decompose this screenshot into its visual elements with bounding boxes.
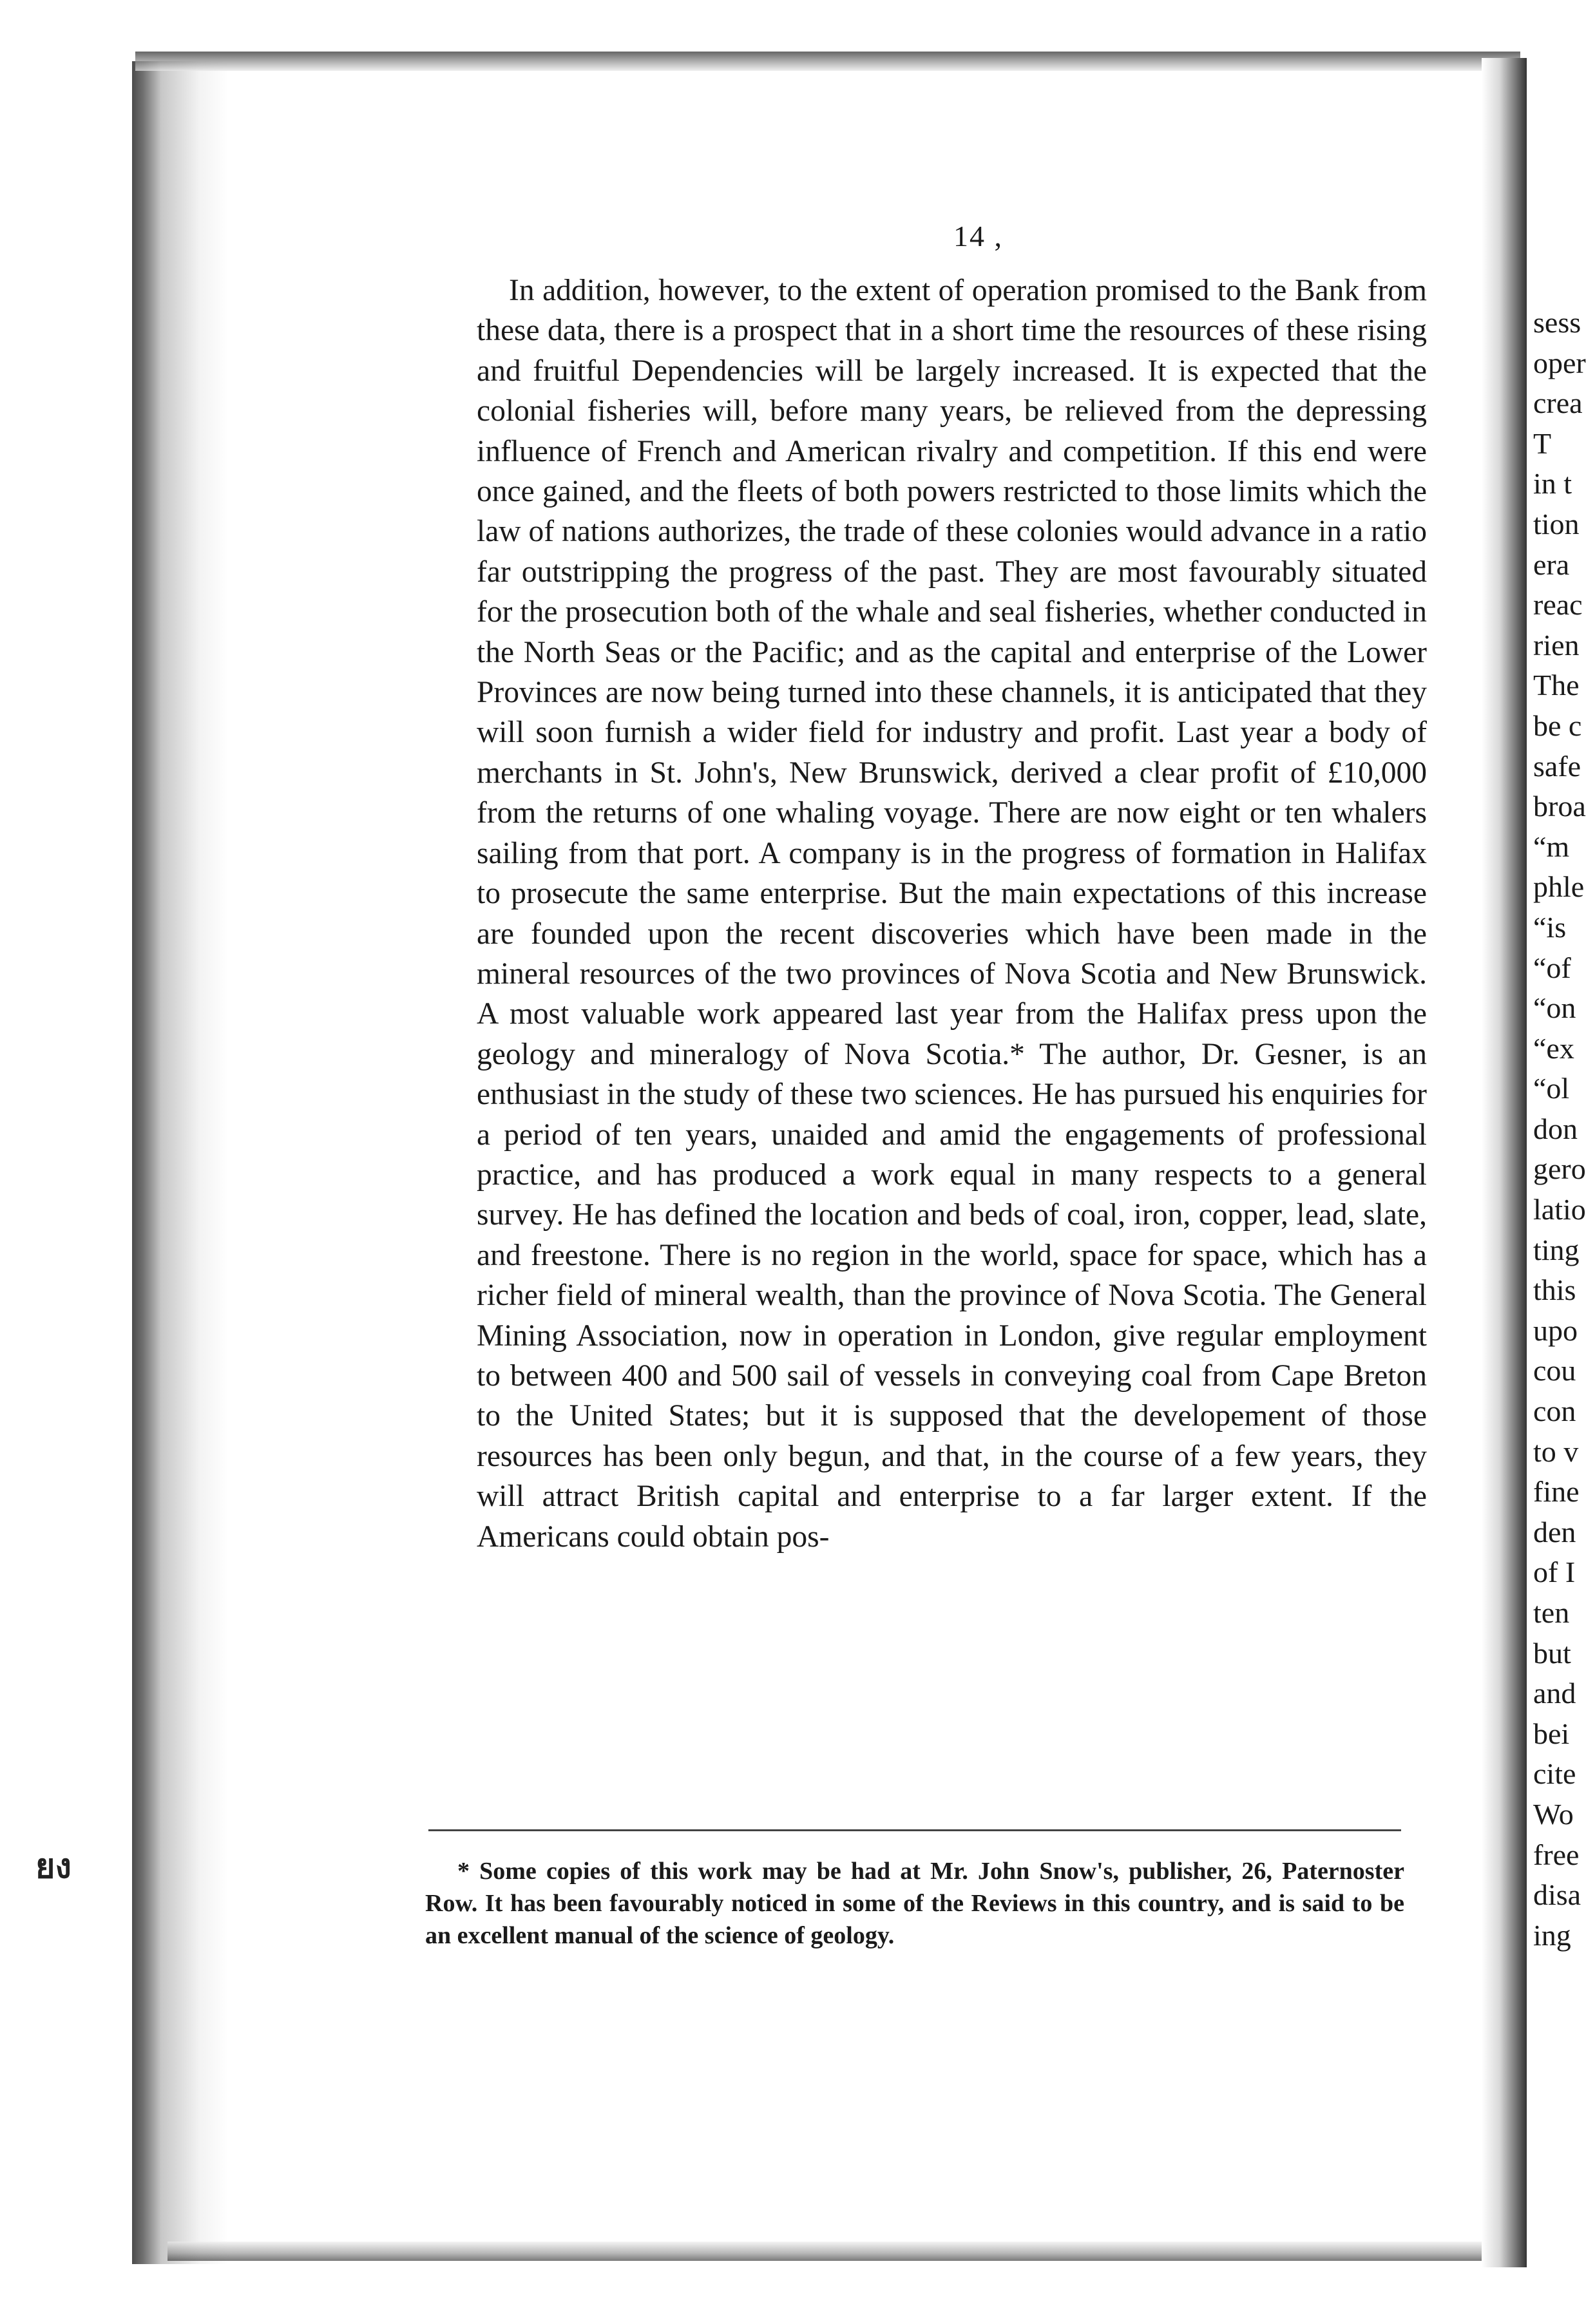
facing-page-line: safe xyxy=(1533,749,1581,783)
facing-page-line: and xyxy=(1533,1677,1576,1710)
facing-page-line: be c xyxy=(1533,709,1582,742)
facing-page-line: “ol xyxy=(1533,1072,1570,1105)
book-edge-top xyxy=(135,52,1520,71)
book-edge-left xyxy=(132,61,229,2264)
facing-page-line: latio xyxy=(1533,1193,1586,1226)
facing-page-line: ten xyxy=(1533,1596,1570,1629)
facing-page-line: to v xyxy=(1533,1434,1579,1468)
facing-page-line: in t xyxy=(1533,467,1572,500)
page-gutter xyxy=(1482,58,1527,2267)
facing-page-line: broa xyxy=(1533,790,1586,823)
facing-page-line: crea xyxy=(1533,386,1583,420)
stray-scan-mark: ยง xyxy=(35,1849,72,1885)
body-paragraph: In addition, however, to the extent of operation promised to the Bank from these data, there is a prospect that in a short time the resources of these rising and fruitful Dependencies will be largely increased. It is expected that the colonial fisheries will, before many years, be relieved from the depressing influence of French and American rivalry and competition. If this end were once gained, and the fleets of both powers restricted to those limits which the law of nations authorizes, the trade of these colonies would advance in a ratio far outstripping the progress of the past. They are most favourably situated for the prosecution both of the whale and seal fisheries, whether conducted in the North Seas or the Pacific; and as the capital and enterprise of the Lower Provinces are now being turned into these channels, it is anticipated that they will soon furnish a wider field for industry and profit. Last year a body of merchants in St. John's, New Brunswick, derived a clear profit of £10,000 from the returns of one whaling voyage. There are now eight or ten whalers sailing from that port. A company is in the progress of formation in Halifax to prosecute the same enterprise. But the main expectations of this increase are founded upon the recent discoveries which have been made in the mineral resources of the two provinces of Nova Scotia and New Brunswick. A most valuable work appeared last year from the Halifax press upon the geology and mineralogy of Nova Scotia.* The author, Dr. Gesner, is an enthusiast in the study of these two sciences. He has pursued his enquiries for a period of ten years, unaided and amid the engagements of professional practice, and has produced a work equal in many respects to a general survey. He has defined the location and beds of coal, iron, copper, lead, slate, and freestone. There is no region in the world, space for space, which has a richer field of mineral wealth, than the province of Nova Scotia. The General Mining Association, now in operation in London, give regular employment to between 400 and 500 sail of vessels in conveying coal from Cape Breton to the United States; but it is supposed that the developement of those resources has been only begun, and that, in the course of a few years, they will attract British capital and enterprise to a far larger extent. If the Americans could obtain pos- xyxy=(477,274,1427,1554)
facing-page-line: free xyxy=(1533,1838,1580,1871)
facing-page-line: reac xyxy=(1533,588,1583,622)
facing-page-line: bei xyxy=(1533,1717,1570,1750)
facing-page-line: rien xyxy=(1533,628,1580,662)
book-edge-bottom xyxy=(167,2242,1520,2261)
facing-page-line: “ex xyxy=(1533,1031,1574,1065)
facing-page-line: upo xyxy=(1533,1313,1578,1347)
facing-page-line: cou xyxy=(1533,1354,1576,1387)
facing-page-line: den xyxy=(1533,1515,1576,1548)
facing-page-line: phle xyxy=(1533,870,1585,904)
footnote: * Some copies of this work may be had at Mr. John Snow's, publisher, 26, Paternoster Row. It has been favourably noticed in some of the Reviews in this country, and is said to be an excellent manual of the science of geology. xyxy=(425,1858,1404,1949)
facing-page-line: “is xyxy=(1533,910,1567,944)
facing-page-line: “of xyxy=(1533,951,1571,984)
page-number: 14 , xyxy=(953,220,1003,252)
facing-page-line: but xyxy=(1533,1636,1571,1670)
facing-page-line: fine xyxy=(1533,1475,1580,1509)
facing-page-line: The xyxy=(1533,669,1580,702)
facing-page-line: “on xyxy=(1533,991,1576,1025)
facing-page-line: T xyxy=(1533,426,1552,460)
facing-page-line: tion xyxy=(1533,507,1580,540)
facing-page-line: of I xyxy=(1533,1556,1576,1589)
facing-page-line: era xyxy=(1533,548,1570,581)
facing-page-line: disa xyxy=(1533,1878,1581,1912)
facing-page-fragment xyxy=(1533,303,1586,1956)
facing-page-line: cite xyxy=(1533,1757,1576,1791)
facing-page-line: don xyxy=(1533,1112,1578,1145)
facing-page-line: gero xyxy=(1533,1152,1586,1186)
facing-page-line: sess xyxy=(1533,306,1581,339)
facing-page-line: oper xyxy=(1533,346,1586,379)
facing-page-line: “m xyxy=(1533,830,1570,863)
facing-page-line: ing xyxy=(1533,1918,1571,1952)
footnote-rule xyxy=(428,1829,1401,1831)
facing-page-line: Wo xyxy=(1533,1797,1574,1831)
facing-page-line: con xyxy=(1533,1395,1576,1428)
facing-page-line: this xyxy=(1533,1273,1576,1307)
facing-page-line: ting xyxy=(1533,1233,1580,1266)
